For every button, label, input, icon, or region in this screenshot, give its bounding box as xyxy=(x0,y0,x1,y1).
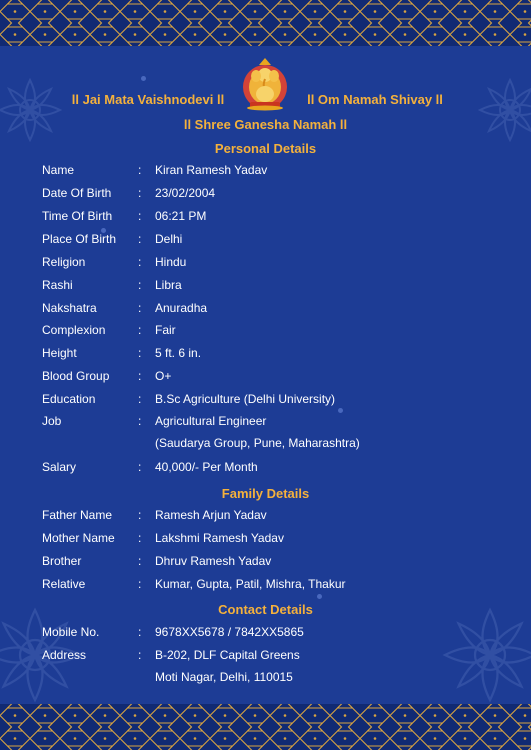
separator: : xyxy=(138,209,142,223)
detail-value: Dhruv Ramesh Yadav xyxy=(155,554,272,568)
detail-row-job xyxy=(42,414,502,434)
separator: : xyxy=(138,186,142,200)
top-border-pattern xyxy=(0,0,531,46)
detail-value: Kumar, Gupta, Patil, Mishra, Thakur xyxy=(155,577,346,591)
detail-row-blood-group xyxy=(42,369,502,389)
detail-label: Salary xyxy=(42,460,77,474)
detail-label: Job xyxy=(42,414,62,428)
separator: : xyxy=(138,323,142,337)
separator: : xyxy=(138,531,142,545)
ganesha-icon xyxy=(240,57,290,111)
detail-row-relative xyxy=(42,577,502,597)
detail-row-date-of-birth xyxy=(42,186,502,206)
mandala-decoration-left xyxy=(0,70,70,150)
family-details-title: Family Details xyxy=(221,486,310,501)
detail-label: Height xyxy=(42,346,77,360)
detail-label: Date Of Birth xyxy=(42,186,112,200)
detail-row-name xyxy=(42,163,502,183)
detail-row-height xyxy=(42,346,502,366)
separator: : xyxy=(138,414,142,428)
left-mantra: ll Jai Mata Vaishnodevi ll xyxy=(71,92,225,107)
detail-label: Blood Group xyxy=(42,369,110,383)
detail-row-place-of-birth xyxy=(42,232,502,252)
detail-row-mobile xyxy=(42,625,502,645)
separator: : xyxy=(138,255,142,269)
detail-value: 5 ft. 6 in. xyxy=(155,346,202,360)
detail-row-job-continued xyxy=(42,436,502,456)
separator: : xyxy=(138,508,142,522)
detail-label: Father Name xyxy=(42,508,113,522)
separator: : xyxy=(138,577,142,591)
detail-value: Ramesh Arjun Yadav xyxy=(155,508,267,522)
separator: : xyxy=(138,392,142,406)
detail-value: Kiran Ramesh Yadav xyxy=(155,163,268,177)
detail-label: Education xyxy=(42,392,96,406)
detail-value: O+ xyxy=(155,369,172,383)
detail-label: Religion xyxy=(42,255,86,269)
detail-row-rashi xyxy=(42,278,502,298)
detail-label: Mother Name xyxy=(42,531,115,545)
detail-row-religion xyxy=(42,255,502,275)
mandala-decoration-right xyxy=(470,70,531,150)
detail-value: 06:21 PM xyxy=(155,209,207,223)
detail-row-education xyxy=(42,392,502,412)
center-mantra: ll Shree Ganesha Namah ll xyxy=(183,117,348,132)
separator: : xyxy=(138,278,142,292)
separator: : xyxy=(138,301,142,315)
detail-label: Place Of Birth xyxy=(42,232,117,246)
detail-value: Libra xyxy=(155,278,182,292)
detail-row-father-name xyxy=(42,508,502,528)
separator: : xyxy=(138,460,142,474)
separator: : xyxy=(138,625,142,639)
detail-value: B.Sc Agriculture (Delhi University) xyxy=(155,392,336,406)
detail-row-nakshatra xyxy=(42,301,502,321)
detail-label: Mobile No. xyxy=(42,625,100,639)
detail-label: Rashi xyxy=(42,278,73,292)
detail-row-time-of-birth xyxy=(42,209,502,229)
detail-label: Name xyxy=(42,163,75,177)
right-mantra: ll Om Namah Shivay ll xyxy=(307,92,443,107)
detail-label: Nakshatra xyxy=(42,301,97,315)
detail-value: 9678XX5678 / 7842XX5865 xyxy=(155,625,304,639)
detail-value: Hindu xyxy=(155,255,187,269)
detail-value: Delhi xyxy=(155,232,183,246)
separator: : xyxy=(138,369,142,383)
detail-value: Moti Nagar, Delhi, 110015 xyxy=(155,670,293,684)
detail-label: Address xyxy=(42,648,87,662)
separator: : xyxy=(138,232,142,246)
detail-value: (Saudarya Group, Pune, Maharashtra) xyxy=(155,436,360,450)
personal-details-title: Personal Details xyxy=(214,141,317,156)
detail-label: Time Of Birth xyxy=(42,209,113,223)
detail-label: Relative xyxy=(42,577,86,591)
detail-value: Agricultural Engineer xyxy=(155,414,267,428)
detail-row-complexion xyxy=(42,323,502,343)
detail-label: Complexion xyxy=(42,323,106,337)
star-dot xyxy=(141,76,146,81)
detail-label: Brother xyxy=(42,554,82,568)
detail-value: 23/02/2004 xyxy=(155,186,216,200)
detail-value: B-202, DLF Capital Greens xyxy=(155,648,300,662)
separator: : xyxy=(138,554,142,568)
detail-row-address-continued xyxy=(42,670,502,690)
detail-value: 40,000/- Per Month xyxy=(155,460,258,474)
separator: : xyxy=(138,648,142,662)
separator: : xyxy=(138,163,142,177)
detail-value: Fair xyxy=(155,323,176,337)
detail-row-mother-name xyxy=(42,531,502,551)
detail-row-salary xyxy=(42,460,502,480)
detail-value: Anuradha xyxy=(155,301,208,315)
separator: : xyxy=(138,346,142,360)
detail-row-brother xyxy=(42,554,502,574)
detail-value: Lakshmi Ramesh Yadav xyxy=(155,531,284,545)
detail-row-address xyxy=(42,648,502,668)
contact-details-title: Contact Details xyxy=(218,602,313,617)
